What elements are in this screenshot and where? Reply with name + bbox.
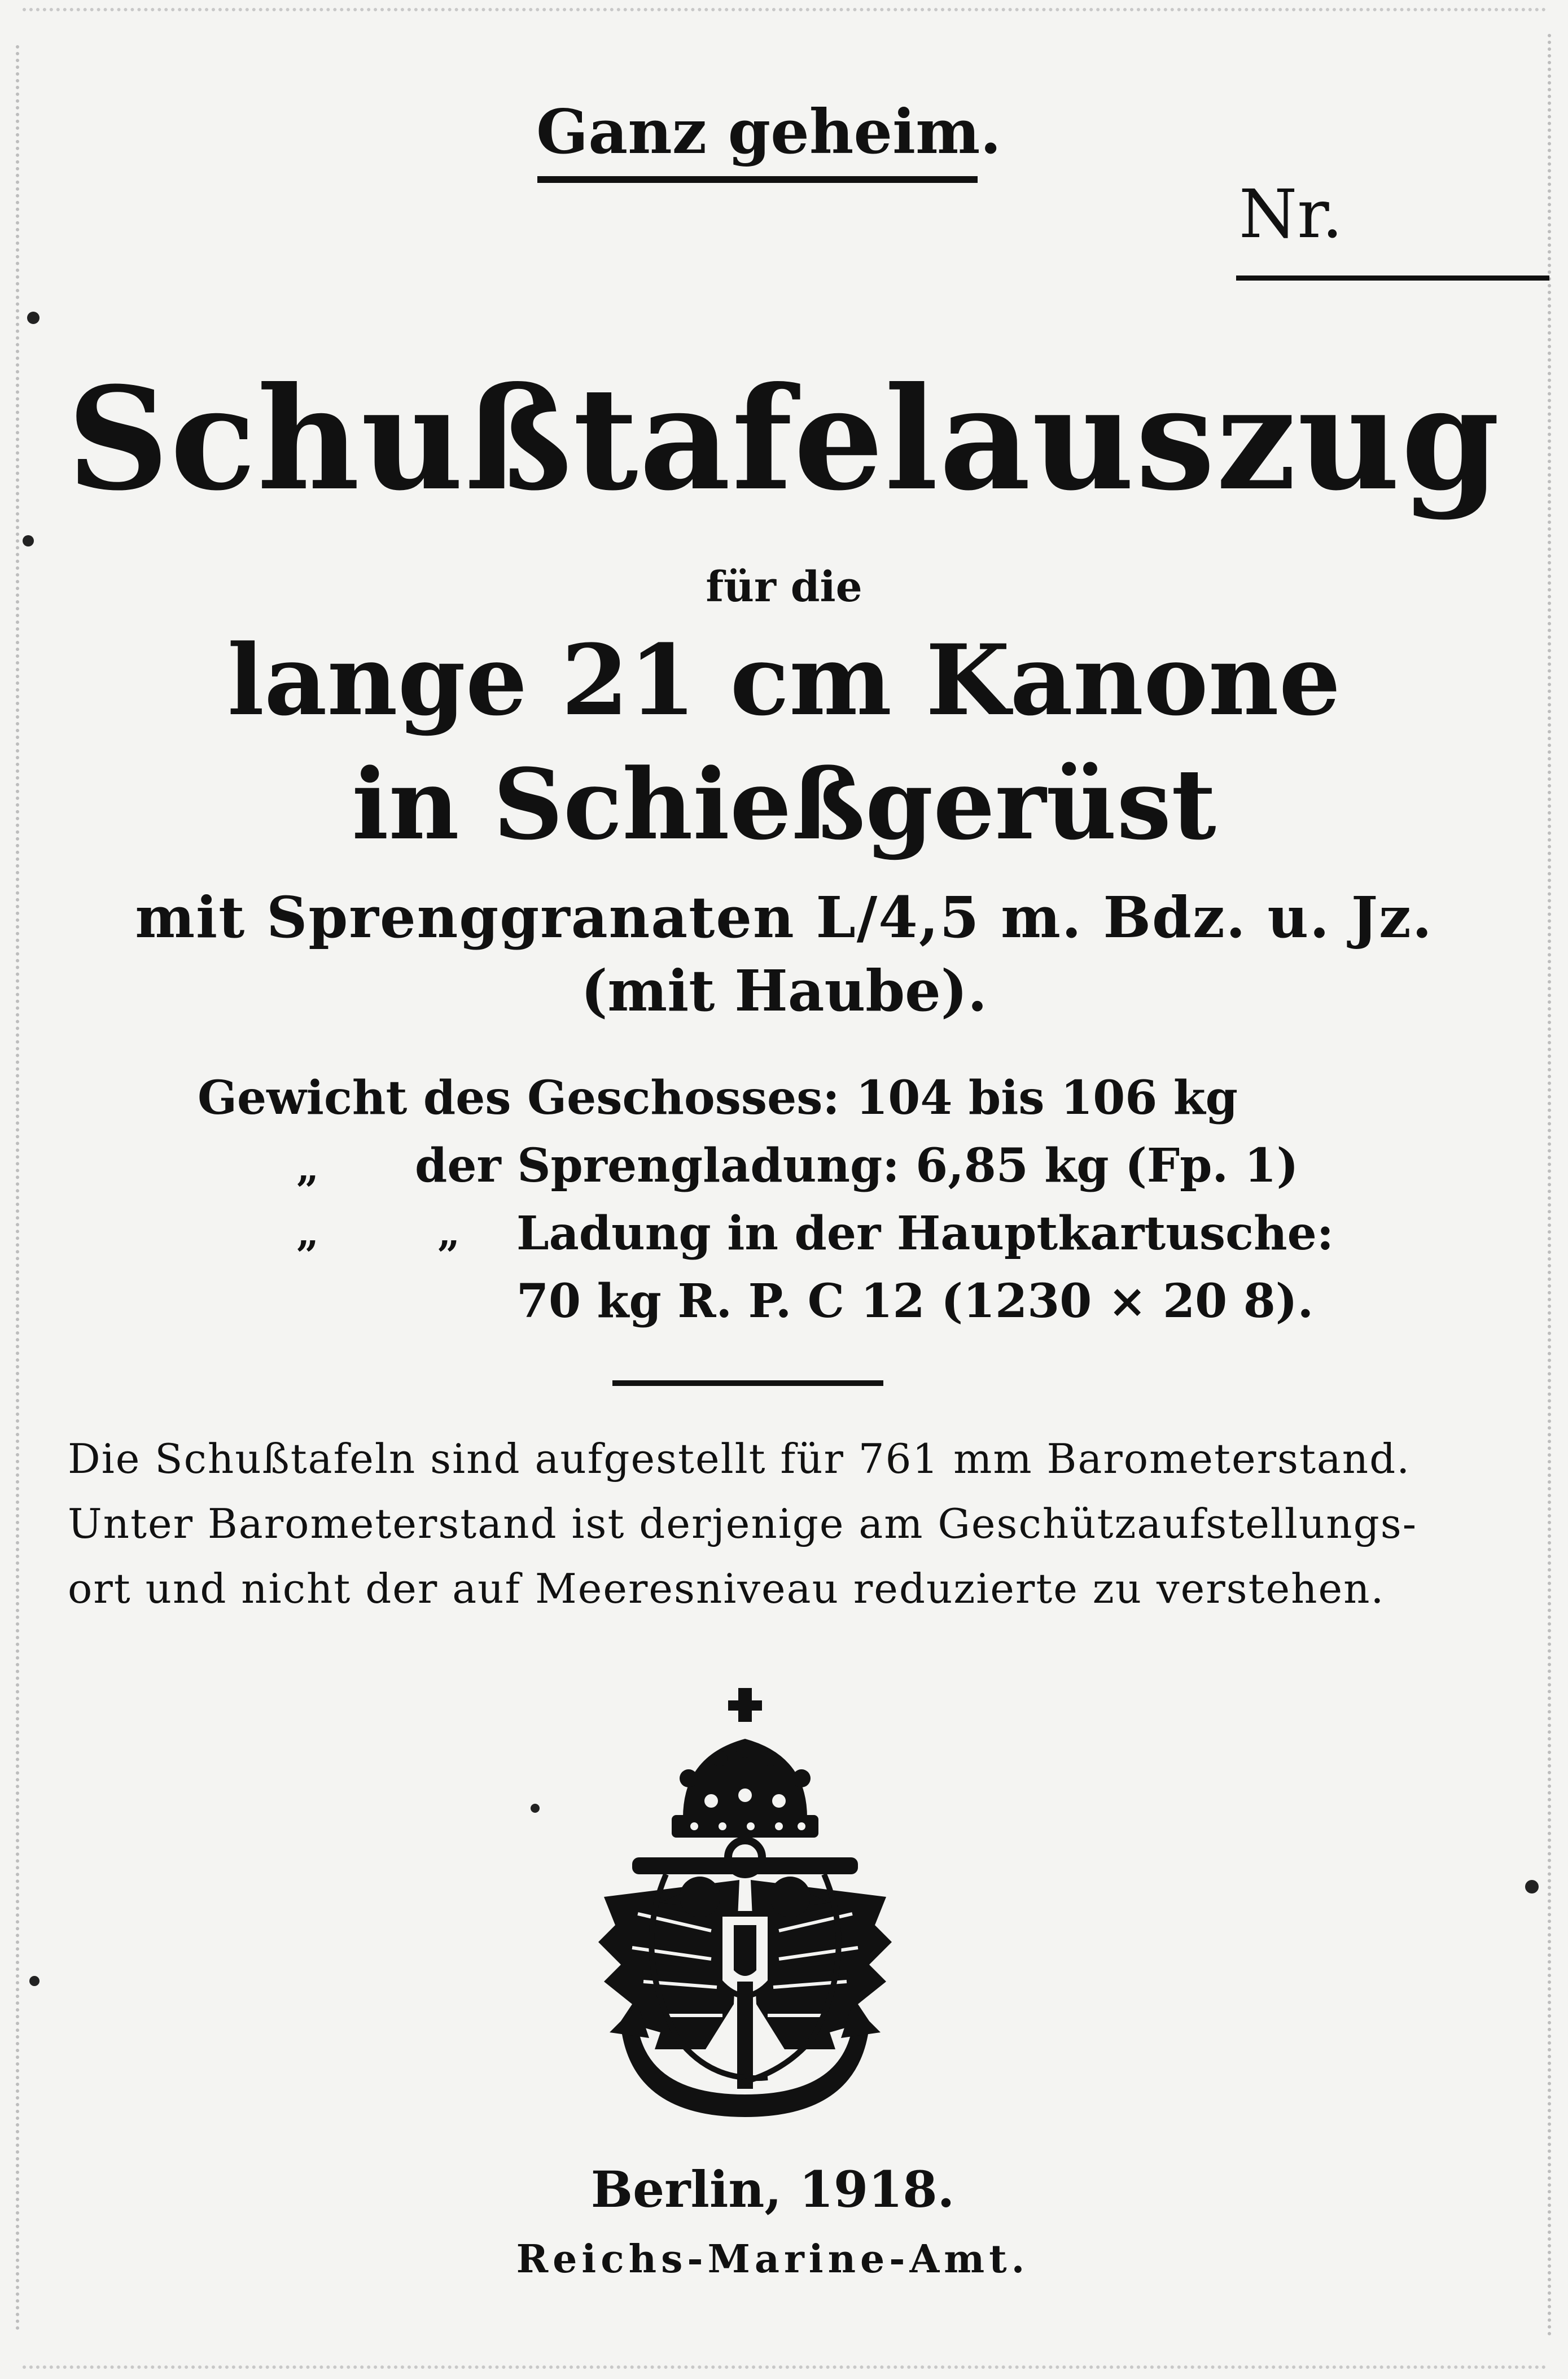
ditto-mark: „ (437, 1209, 461, 1256)
note-line-3: ort und nicht der auf Meeresniveau reduzierte zu verstehen. (68, 1565, 1385, 1612)
ammunition-line-2: (mit Haube). (581, 957, 987, 1024)
ammunition-line-1: mit Sprenggranaten L/4,5 m. Bdz. u. Jz. (135, 884, 1433, 951)
ink-speck (29, 1976, 40, 1986)
document-number-label: Nr. (1239, 175, 1343, 253)
spec-burst-charge: der Sprengladung: 6,85 kg (Fp. 1) (415, 1139, 1299, 1193)
ink-speck (23, 535, 34, 546)
classification-underline (537, 176, 978, 183)
ditto-mark: „ (296, 1209, 319, 1256)
document-number-line (1236, 275, 1549, 281)
ditto-mark: „ (296, 1144, 319, 1191)
scan-edge-top (23, 8, 1547, 11)
scan-edge-bottom (23, 2365, 1547, 2369)
spec-main-cartridge: Ladung in der Hauptkartusche: (516, 1206, 1334, 1261)
gun-title-line-2: in Schießgerüst (352, 747, 1216, 861)
ink-speck (1525, 1880, 1539, 1893)
imprint-publisher: Reichs-Marine-Amt. (516, 2237, 1030, 2282)
main-title: Schußtafelauszug (67, 356, 1501, 522)
section-divider (612, 1380, 883, 1386)
ink-speck (27, 312, 40, 324)
imperial-eagle-anchor-crest-icon (598, 1688, 892, 2128)
gun-title-line-1: lange 21 cm Kanone (227, 623, 1341, 737)
title-connector: für die (706, 563, 862, 611)
classification-label: Ganz geheim. (536, 97, 1002, 168)
note-line-2: Unter Barometerstand ist derjenige am Geschützaufstellungs- (68, 1500, 1418, 1547)
spec-propellant: 70 kg R. P. C 12 (1230 × 20 8). (516, 1274, 1314, 1328)
ink-speck (531, 1804, 540, 1813)
imprint-place-year: Berlin, 1918. (590, 2160, 955, 2219)
spec-projectile-weight: Gewicht des Geschosses: 104 bis 106 kg (198, 1071, 1238, 1125)
note-line-1: Die Schußtafeln sind aufgestellt für 761 mm Barometerstand. (68, 1435, 1411, 1482)
